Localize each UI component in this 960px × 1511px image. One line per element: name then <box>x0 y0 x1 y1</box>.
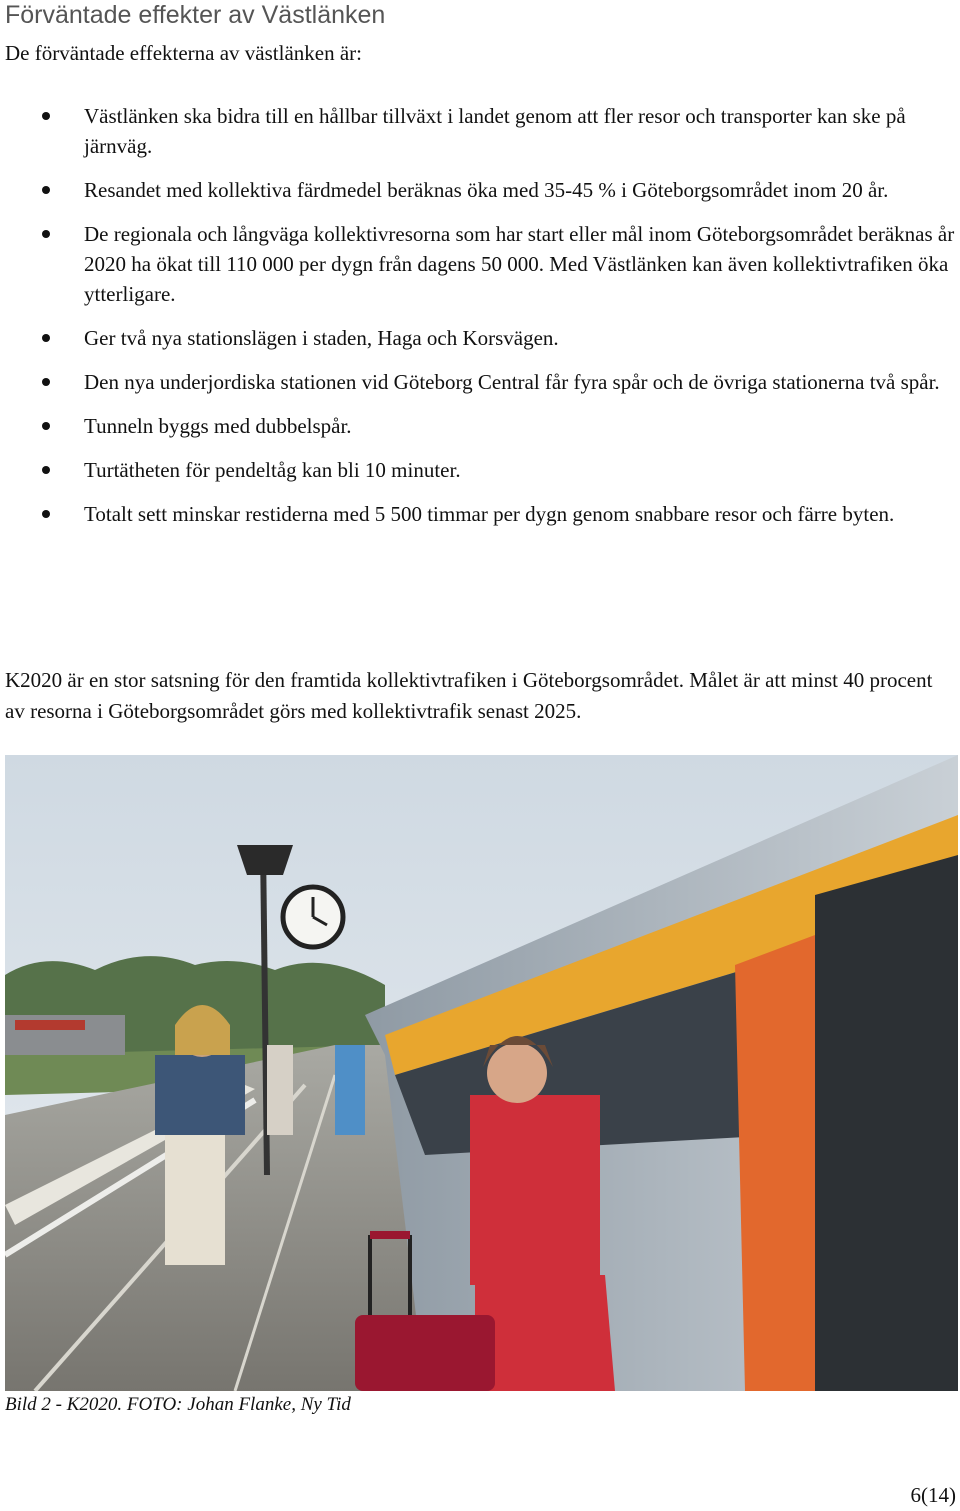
bullet-icon <box>42 466 50 474</box>
intro-text: De förväntade effekterna av västlänken är: <box>5 41 363 65</box>
list-item <box>0 175 960 205</box>
list-item <box>0 499 960 529</box>
bullet-icon <box>42 186 50 194</box>
list-item <box>0 101 960 161</box>
list-item <box>0 411 960 441</box>
bullet-icon <box>42 378 50 386</box>
bullet-icon <box>42 422 50 430</box>
list-item <box>0 367 960 397</box>
document-heading: Förväntade effekter av Västlänken <box>5 1 386 29</box>
list-item-text: De regionala och långväga kollektivresorna som har start eller mål inom Göteborgsområdet beräknas år 2020 ha ökat till 110 000 per dygn från dagens 50 000. Med Västlänken kan även kollektivtrafiken öka ytterligare. <box>84 222 955 306</box>
effects-list <box>0 101 960 543</box>
page-number: 6(14) <box>910 1483 956 1507</box>
bullet-icon <box>42 112 50 120</box>
summary-paragraph: K2020 är en stor satsning för den framtida kollektivtrafiken i Göteborgsområdet. Målet är att minst 40 procent av resorna i Göteborgsområdet görs med kollektivtrafik senast 2025. <box>5 668 933 723</box>
bullet-icon <box>42 230 50 238</box>
list-item-text: Turtätheten för pendeltåg kan bli 10 minuter. <box>84 458 461 482</box>
list-item-text: Den nya underjordiska stationen vid Göteborg Central får fyra spår och de övriga stationerna två spår. <box>84 370 940 394</box>
list-item-text: Totalt sett minskar restiderna med 5 500 timmar per dygn genom snabbare resor och färre byten. <box>84 502 895 526</box>
list-item-text: Västlänken ska bidra till en hållbar tillväxt i landet genom att fler resor och transporter kan ske på järnväg. <box>84 104 906 158</box>
list-item <box>0 323 960 353</box>
photo-illustration <box>5 755 958 1391</box>
list-item-text: Ger två nya stationslägen i staden, Haga och Korsvägen. <box>84 326 559 350</box>
list-item <box>0 219 960 309</box>
list-item <box>0 455 960 485</box>
station-photo <box>5 755 958 1391</box>
list-item-text: Resandet med kollektiva färdmedel beräknas öka med 35-45 % i Göteborgsområdet inom 20 år. <box>84 178 889 202</box>
bullet-icon <box>42 510 50 518</box>
list-item-text: Tunneln byggs med dubbelspår. <box>84 414 352 438</box>
photo-caption: Bild 2 - K2020. FOTO: Johan Flanke, Ny Tid <box>5 1394 351 1415</box>
bullet-icon <box>42 334 50 342</box>
